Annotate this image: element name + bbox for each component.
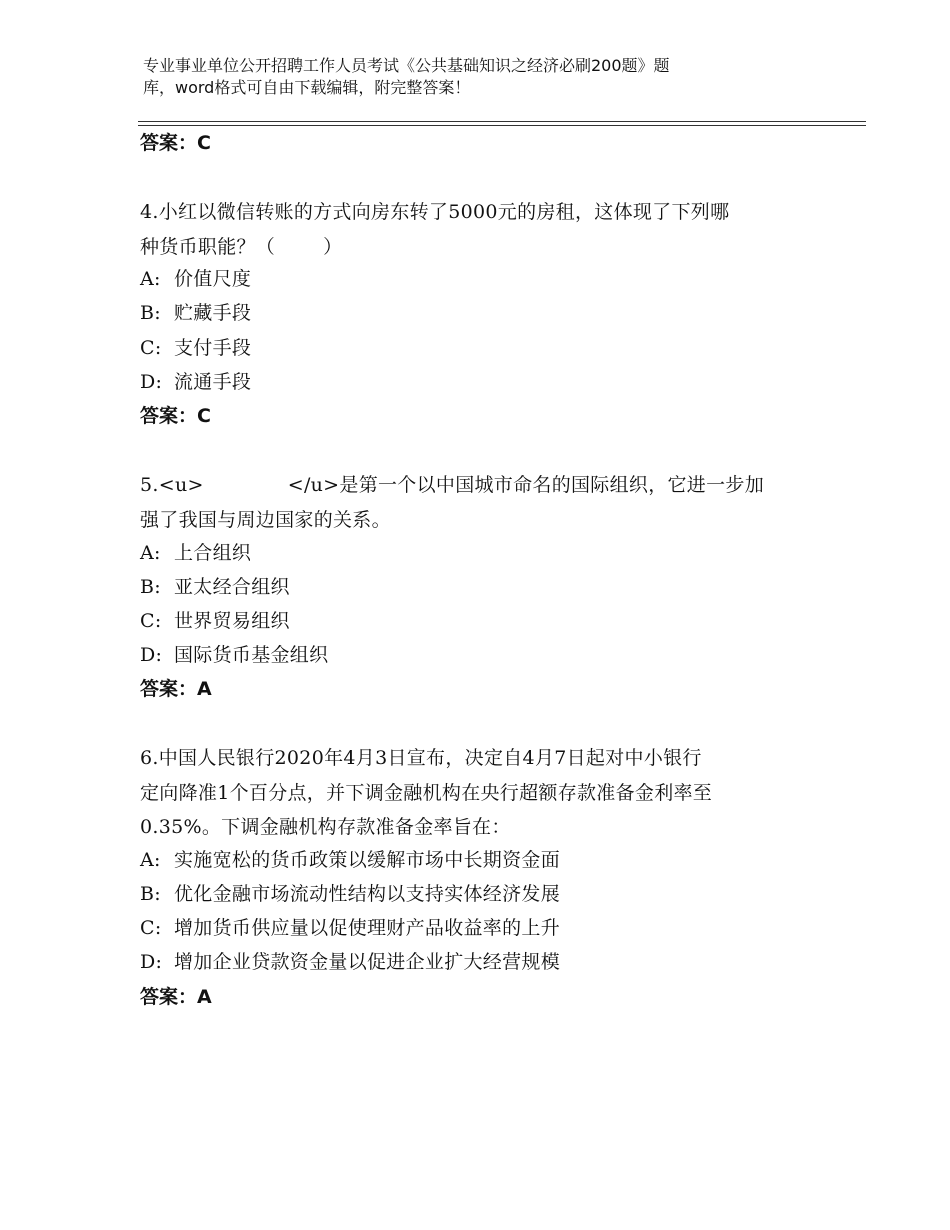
option-letter: B: xyxy=(140,576,161,598)
option-letter: B: xyxy=(140,883,161,905)
header-divider-bottom xyxy=(138,125,866,126)
question-4-answer: 答案：C xyxy=(140,405,211,427)
previous-question-answer: 答案：C xyxy=(140,132,211,154)
question-6-stem xyxy=(140,741,820,845)
option-letter: A: xyxy=(140,849,161,871)
question-5-answer: 答案：A xyxy=(140,678,212,700)
option-text: 增加货币供应量以促使理财产品收益率的上升 xyxy=(174,917,561,939)
option-letter: D: xyxy=(140,951,163,973)
question-6-option-d xyxy=(140,950,560,974)
option-text: 贮藏手段 xyxy=(174,302,252,324)
question-5-option-b xyxy=(140,575,290,599)
option-letter: C: xyxy=(140,610,162,632)
option-text: 上合组织 xyxy=(174,542,252,564)
option-text: 国际货币基金组织 xyxy=(174,644,329,666)
option-text: 实施宽松的货币政策以缓解市场中长期资金面 xyxy=(174,849,561,871)
header-line-1: 专业事业单位公开招聘工作人员考试《公共基础知识之经济必刷200题》题 xyxy=(143,56,670,75)
question-4-option-d xyxy=(140,370,251,394)
option-text: 价值尺度 xyxy=(174,268,252,290)
question-6-answer: 答案：A xyxy=(140,986,212,1008)
question-5-stem-text: </u>是第一个以中国城市命名的国际组织，它进一步加 xyxy=(287,474,764,496)
option-letter: C: xyxy=(140,337,162,359)
question-4-stem xyxy=(140,195,820,264)
option-text: 流通手段 xyxy=(174,371,252,393)
question-5-option-c xyxy=(140,609,290,633)
option-text: 世界贸易组织 xyxy=(174,610,290,632)
question-6-stem-line-1: 6.中国人民银行2020年4月3日宣布，决定自4月7日起对中小银行 xyxy=(140,747,702,769)
question-5-option-d xyxy=(140,643,328,667)
option-text: 优化金融市场流动性结构以支持实体经济发展 xyxy=(174,883,561,905)
question-4-stem-text: 种货币职能？（ xyxy=(140,235,276,258)
option-letter: D: xyxy=(140,371,163,393)
question-5-option-a xyxy=(140,541,251,565)
question-5-stem xyxy=(140,468,820,537)
option-letter: A: xyxy=(140,268,161,290)
question-6-stem-line-2: 定向降准1个百分点，并下调金融机构在央行超额存款准备金利率至 xyxy=(140,781,713,804)
header-line-2: 库，word格式可自由下载编辑，附完整答案！ xyxy=(143,78,471,97)
question-5-stem-tag-open: 5.<u> xyxy=(140,474,204,496)
option-text: 亚太经合组织 xyxy=(174,576,290,598)
question-6-stem-line-3: 0.35%。下调金融机构存款准备金率旨在： xyxy=(140,816,511,838)
question-5-stem-line-1 xyxy=(140,468,820,503)
option-text: 增加企业贷款资金量以促进企业扩大经营规模 xyxy=(174,951,561,973)
question-6-option-b xyxy=(140,882,560,906)
question-4-stem-close-paren: ） xyxy=(323,235,343,258)
option-letter: C: xyxy=(140,917,162,939)
option-letter: B: xyxy=(140,302,161,324)
question-4-option-a xyxy=(140,267,251,291)
question-4-option-c xyxy=(140,336,251,360)
option-letter: A: xyxy=(140,542,161,564)
question-5-stem-line-2: 强了我国与周边国家的关系。 xyxy=(140,508,391,531)
document-header xyxy=(143,55,843,99)
question-4-stem-line-2 xyxy=(140,230,820,265)
header-divider-top xyxy=(138,121,866,122)
question-6-option-c xyxy=(140,916,560,940)
question-4-stem-line-1: 4.小红以微信转账的方式向房东转了5000元的房租，这体现了下列哪 xyxy=(140,201,730,223)
question-6-option-a xyxy=(140,848,560,872)
option-text: 支付手段 xyxy=(174,337,252,359)
option-letter: D: xyxy=(140,644,163,666)
question-4-option-b xyxy=(140,301,251,325)
